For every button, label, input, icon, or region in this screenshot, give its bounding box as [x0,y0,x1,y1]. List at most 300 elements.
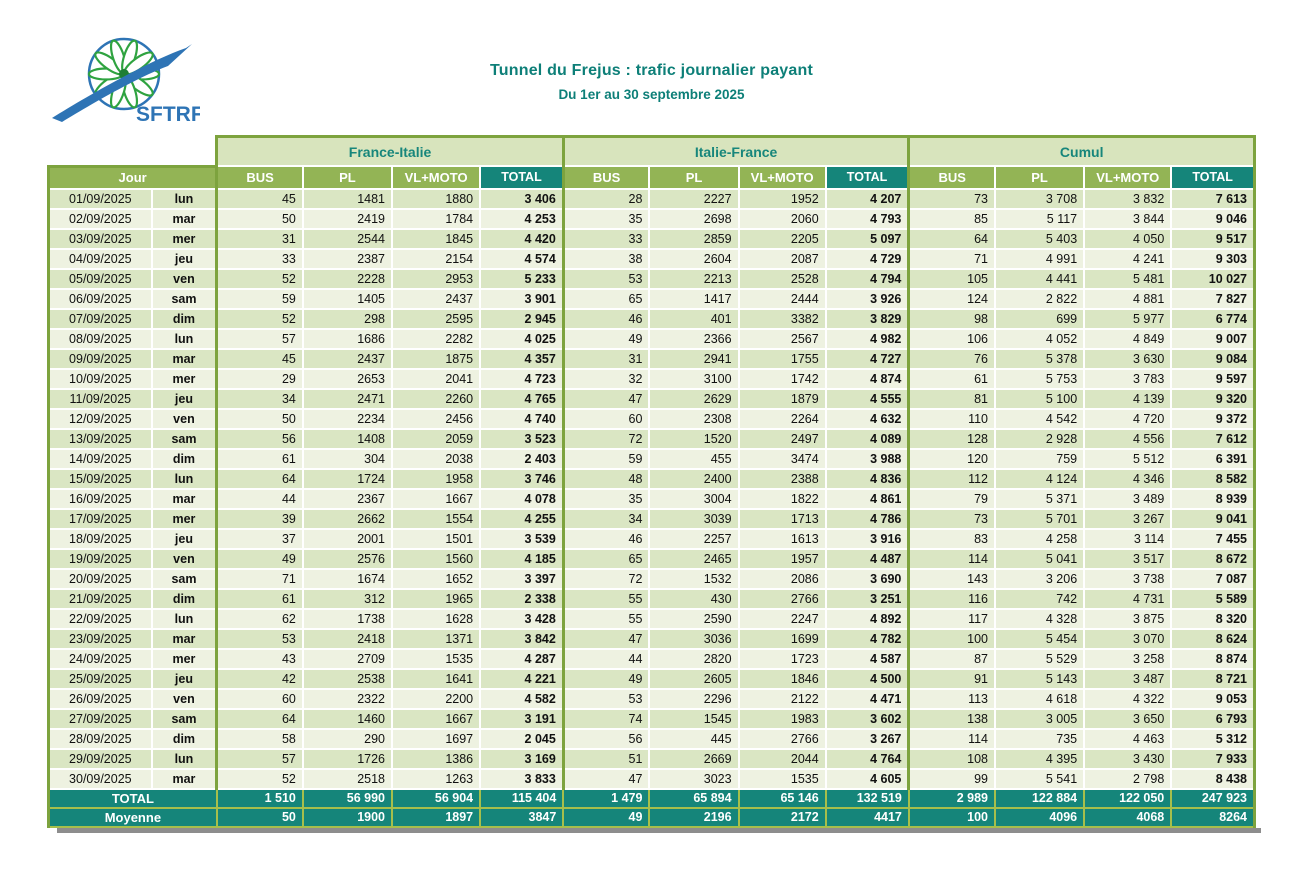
cell-value: 1501 [392,529,480,549]
cell-value: 8 438 [1171,769,1254,789]
cell-value: 47 [563,769,649,789]
cell-value: 81 [909,389,995,409]
cell-value: 3 844 [1084,209,1171,229]
cell-date: 01/09/2025 [49,189,152,209]
cell-value: 4 258 [995,529,1084,549]
cell-value: 1965 [392,589,480,609]
cell-date: 06/09/2025 [49,289,152,309]
cell-value: 71 [217,569,303,589]
cell-value: 3 901 [480,289,563,309]
cell-value: 2060 [739,209,826,229]
table-row [49,309,1255,329]
cell-value: 49 [563,669,649,689]
cell-value: 1845 [392,229,480,249]
cell-value: 56 [217,429,303,449]
cell-value: 116 [909,589,995,609]
column-header-pl: PL [995,166,1084,189]
cell-day: jeu [152,529,217,549]
cell-date: 05/09/2025 [49,269,152,289]
cell-value: 2044 [739,749,826,769]
cell-date: 08/09/2025 [49,329,152,349]
cell-value: 64 [217,469,303,489]
total-row-value: 115 404 [480,789,563,808]
report-title: Tunnel du Frejus : trafic journalier payant [489,62,813,79]
cell-value: 5 589 [1171,589,1254,609]
cell-value: 2086 [739,569,826,589]
cell-value: 9 046 [1171,209,1254,229]
cell-value: 1535 [392,649,480,669]
cell-value: 4 849 [1084,329,1171,349]
cell-value: 87 [909,649,995,669]
cell-value: 2766 [739,729,826,749]
cell-value: 3 169 [480,749,563,769]
cell-value: 114 [909,729,995,749]
cell-value: 5 097 [826,229,909,249]
table-row [49,469,1255,489]
cell-value: 4 991 [995,249,1084,269]
cell-value: 45 [217,189,303,209]
cell-value: 1822 [739,489,826,509]
cell-date: 28/09/2025 [49,729,152,749]
cell-value: 1983 [739,709,826,729]
cell-value: 1699 [739,629,826,649]
cell-value: 4 025 [480,329,563,349]
cell-value: 98 [909,309,995,329]
cell-day: mar [152,209,217,229]
cell-value: 1879 [739,389,826,409]
cell-value: 48 [563,469,649,489]
cell-value: 4 582 [480,689,563,709]
cell-value: 2595 [392,309,480,329]
cell-value: 3 005 [995,709,1084,729]
cell-value: 4 555 [826,389,909,409]
cell-value: 3 690 [826,569,909,589]
cell-value: 3474 [739,449,826,469]
cell-value: 60 [217,689,303,709]
cell-value: 8 320 [1171,609,1254,629]
table-row [49,749,1255,769]
cell-value: 59 [563,449,649,469]
average-row-value: 1897 [392,808,480,827]
logo-text: SFTRF [136,103,200,126]
column-header-total: TOTAL [480,166,563,189]
cell-value: 290 [303,729,392,749]
cell-value: 7 087 [1171,569,1254,589]
cell-value: 1386 [392,749,480,769]
cell-value: 2200 [392,689,480,709]
cell-day: jeu [152,669,217,689]
cell-value: 4 794 [826,269,909,289]
cell-value: 455 [649,449,738,469]
column-header-pl: PL [649,166,738,189]
cell-value: 2419 [303,209,392,229]
cell-value: 3 875 [1084,609,1171,629]
cell-value: 5 529 [995,649,1084,669]
cell-value: 52 [217,269,303,289]
table-row [49,549,1255,569]
cell-value: 4 185 [480,549,563,569]
cell-value: 2 338 [480,589,563,609]
cell-day: lun [152,329,217,349]
cell-value: 3 746 [480,469,563,489]
cell-date: 03/09/2025 [49,229,152,249]
cell-value: 2444 [739,289,826,309]
cell-date: 13/09/2025 [49,429,152,449]
group-header-france-italie: France-Italie [217,137,564,167]
cell-value: 7 613 [1171,189,1254,209]
cell-value: 1460 [303,709,392,729]
cell-value: 1652 [392,569,480,589]
total-row [49,789,1255,808]
cell-value: 1952 [739,189,826,209]
table-row [49,589,1255,609]
cell-value: 4 632 [826,409,909,429]
cell-value: 128 [909,429,995,449]
table-row [49,229,1255,249]
cell-value: 3 487 [1084,669,1171,689]
cell-value: 1628 [392,609,480,629]
cell-value: 7 827 [1171,289,1254,309]
cell-value: 9 041 [1171,509,1254,529]
cell-value: 56 [563,729,649,749]
cell-value: 2264 [739,409,826,429]
total-row-value: 1 510 [217,789,303,808]
cell-value: 5 041 [995,549,1084,569]
column-header-pl: PL [303,166,392,189]
cell-value: 8 874 [1171,649,1254,669]
cell-value: 2366 [649,329,738,349]
cell-value: 5 701 [995,509,1084,529]
cell-value: 759 [995,449,1084,469]
cell-value: 2538 [303,669,392,689]
cell-value: 1520 [649,429,738,449]
table-row [49,329,1255,349]
cell-value: 2205 [739,229,826,249]
cell-value: 2437 [392,289,480,309]
cell-value: 4 556 [1084,429,1171,449]
cell-value: 1755 [739,349,826,369]
cell-value: 4 727 [826,349,909,369]
cell-value: 44 [563,649,649,669]
cell-value: 4 861 [826,489,909,509]
cell-value: 1846 [739,669,826,689]
cell-value: 4 982 [826,329,909,349]
cell-value: 2400 [649,469,738,489]
cell-value: 5 143 [995,669,1084,689]
cell-date: 19/09/2025 [49,549,152,569]
average-row-value: 2172 [739,808,826,827]
cell-date: 11/09/2025 [49,389,152,409]
table-row [49,489,1255,509]
cell-value: 120 [909,449,995,469]
cell-value: 3004 [649,489,738,509]
cell-value: 2227 [649,189,738,209]
cell-value: 124 [909,289,995,309]
cell-value: 1263 [392,769,480,789]
cell-value: 2953 [392,269,480,289]
cell-value: 50 [217,409,303,429]
cell-value: 4 253 [480,209,563,229]
cell-day: mer [152,649,217,669]
average-row-value: 1900 [303,808,392,827]
cell-value: 31 [563,349,649,369]
cell-value: 735 [995,729,1084,749]
cell-value: 1784 [392,209,480,229]
cell-value: 3 783 [1084,369,1171,389]
cell-value: 2228 [303,269,392,289]
cell-value: 3100 [649,369,738,389]
total-row-value: 1 479 [563,789,649,808]
table-row [49,649,1255,669]
cell-value: 1641 [392,669,480,689]
cell-value: 4 765 [480,389,563,409]
cell-value: 3 708 [995,189,1084,209]
cell-value: 2629 [649,389,738,409]
cell-value: 65 [563,289,649,309]
cell-value: 401 [649,309,738,329]
cell-value: 2041 [392,369,480,389]
cell-value: 2 045 [480,729,563,749]
cell-value: 46 [563,529,649,549]
cell-value: 60 [563,409,649,429]
cell-value: 72 [563,429,649,449]
cell-value: 79 [909,489,995,509]
cell-date: 02/09/2025 [49,209,152,229]
cell-day: jeu [152,389,217,409]
cell-value: 44 [217,489,303,509]
cell-value: 2518 [303,769,392,789]
cell-value: 9 320 [1171,389,1254,409]
cell-value: 2528 [739,269,826,289]
cell-value: 3 114 [1084,529,1171,549]
cell-value: 3 428 [480,609,563,629]
cell-value: 1405 [303,289,392,309]
cell-value: 312 [303,589,392,609]
cell-value: 71 [909,249,995,269]
column-header-total: TOTAL [826,166,909,189]
cell-date: 23/09/2025 [49,629,152,649]
cell-value: 1724 [303,469,392,489]
table-row [49,209,1255,229]
cell-value: 4 395 [995,749,1084,769]
cell-date: 17/09/2025 [49,509,152,529]
cell-value: 2087 [739,249,826,269]
cell-value: 53 [563,269,649,289]
cell-value: 4 221 [480,669,563,689]
cell-day: sam [152,709,217,729]
cell-value: 29 [217,369,303,389]
cell-value: 3 833 [480,769,563,789]
cell-value: 49 [217,549,303,569]
total-row-value: 122 050 [1084,789,1171,808]
cell-value: 47 [563,629,649,649]
cell-value: 38 [563,249,649,269]
cell-value: 8 624 [1171,629,1254,649]
cell-value: 28 [563,189,649,209]
cell-value: 2709 [303,649,392,669]
cell-value: 57 [217,749,303,769]
cell-value: 99 [909,769,995,789]
table-row [49,629,1255,649]
cell-day: lun [152,469,217,489]
cell-value: 2 822 [995,289,1084,309]
cell-value: 3 251 [826,589,909,609]
cell-value: 4 764 [826,749,909,769]
table-row [49,249,1255,269]
cell-date: 20/09/2025 [49,569,152,589]
cell-value: 3 397 [480,569,563,589]
cell-value: 2437 [303,349,392,369]
average-row-value: 100 [909,808,995,827]
cell-date: 21/09/2025 [49,589,152,609]
cell-value: 2471 [303,389,392,409]
cell-value: 5 378 [995,349,1084,369]
cell-date: 14/09/2025 [49,449,152,469]
cell-value: 4 441 [995,269,1084,289]
cell-value: 2388 [739,469,826,489]
cell-value: 110 [909,409,995,429]
cell-value: 4 793 [826,209,909,229]
cell-value: 4 052 [995,329,1084,349]
cell-value: 2576 [303,549,392,569]
cell-value: 76 [909,349,995,369]
group-header-row [49,137,1255,167]
cell-value: 31 [217,229,303,249]
cell-value: 62 [217,609,303,629]
cell-day: lun [152,749,217,769]
average-row-value: 4096 [995,808,1084,827]
cell-value: 1545 [649,709,738,729]
cell-value: 9 053 [1171,689,1254,709]
cell-value: 9 517 [1171,229,1254,249]
cell-value: 1686 [303,329,392,349]
cell-day: sam [152,289,217,309]
cell-value: 4 542 [995,409,1084,429]
cell-value: 4 729 [826,249,909,269]
cell-value: 3 832 [1084,189,1171,209]
cell-value: 52 [217,309,303,329]
cell-value: 1667 [392,489,480,509]
cell-day: sam [152,569,217,589]
cell-value: 304 [303,449,392,469]
cell-day: dim [152,729,217,749]
table-row [49,409,1255,429]
cell-value: 34 [217,389,303,409]
table-row [49,349,1255,369]
cell-value: 4 463 [1084,729,1171,749]
cell-value: 4 420 [480,229,563,249]
total-row-value: 122 884 [995,789,1084,808]
cell-value: 4 836 [826,469,909,489]
cell-value: 4 255 [480,509,563,529]
cell-value: 4 241 [1084,249,1171,269]
jour-header: Jour [49,166,217,189]
total-row-label: TOTAL [49,789,217,808]
cell-value: 4 089 [826,429,909,449]
cell-value: 5 403 [995,229,1084,249]
cell-value: 91 [909,669,995,689]
cell-value: 4 720 [1084,409,1171,429]
cell-value: 45 [217,349,303,369]
cell-value: 2322 [303,689,392,709]
cell-date: 26/09/2025 [49,689,152,709]
cell-value: 3036 [649,629,738,649]
cell-day: ven [152,549,217,569]
cell-date: 16/09/2025 [49,489,152,509]
cell-value: 64 [909,229,995,249]
cell-value: 5 977 [1084,309,1171,329]
cell-value: 10 027 [1171,269,1254,289]
cell-value: 3023 [649,769,738,789]
table-row [49,449,1255,469]
cell-value: 138 [909,709,995,729]
cell-value: 9 597 [1171,369,1254,389]
average-row-value: 4417 [826,808,909,827]
total-row-value: 132 519 [826,789,909,808]
cell-date: 12/09/2025 [49,409,152,429]
group-header-italie-france: Italie-France [563,137,909,167]
average-row-value: 3847 [480,808,563,827]
cell-value: 2059 [392,429,480,449]
cell-day: mar [152,769,217,789]
average-row-value: 50 [217,808,303,827]
cell-date: 24/09/2025 [49,649,152,669]
cell-value: 4 207 [826,189,909,209]
cell-value: 4 078 [480,489,563,509]
cell-value: 3 206 [995,569,1084,589]
cell-value: 72 [563,569,649,589]
cell-value: 73 [909,509,995,529]
cell-date: 18/09/2025 [49,529,152,549]
cell-value: 4 357 [480,349,563,369]
cell-value: 3 602 [826,709,909,729]
table-row [49,269,1255,289]
table-row [49,369,1255,389]
table-row [49,289,1255,309]
average-row-value: 2196 [649,808,738,827]
cell-value: 83 [909,529,995,549]
cell-value: 50 [217,209,303,229]
cell-day: ven [152,689,217,709]
cell-value: 2038 [392,449,480,469]
cell-value: 112 [909,469,995,489]
cell-value: 59 [217,289,303,309]
cell-value: 100 [909,629,995,649]
cell-value: 74 [563,709,649,729]
cell-value: 6 793 [1171,709,1254,729]
cell-day: mer [152,509,217,529]
table-row [49,189,1255,209]
cell-value: 2213 [649,269,738,289]
cell-value: 5 233 [480,269,563,289]
cell-value: 5 454 [995,629,1084,649]
cell-value: 57 [217,329,303,349]
cell-value: 113 [909,689,995,709]
cell-value: 1880 [392,189,480,209]
cell-value: 2296 [649,689,738,709]
table-row [49,609,1255,629]
cell-value: 2604 [649,249,738,269]
cell-value: 4 723 [480,369,563,389]
cell-value: 4 881 [1084,289,1171,309]
cell-value: 430 [649,589,738,609]
cell-value: 2590 [649,609,738,629]
table-row [49,509,1255,529]
cell-value: 699 [995,309,1084,329]
cell-value: 7 455 [1171,529,1254,549]
cell-value: 9 303 [1171,249,1254,269]
cell-date: 15/09/2025 [49,469,152,489]
